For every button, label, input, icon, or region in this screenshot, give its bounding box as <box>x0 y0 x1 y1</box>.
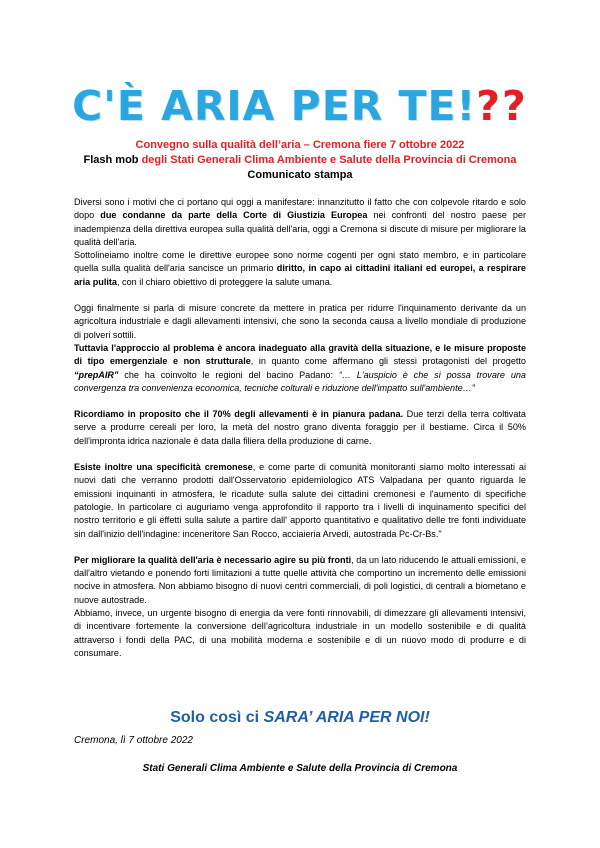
header-flashmob-line <box>0 152 600 168</box>
p1-text-a: Diversi sono i motivi che ci portano qui oggi a manifestare: innanzitutto il fatto che con colpevole ritardo e solo dopo <box>74 197 526 221</box>
paragraph-1 <box>74 196 526 249</box>
p4-bold: Tuttavia l'approccio al problema è ancora inadeguato alla gravità della situazione, e le misure proposte di tipo emergenziale e non strutturale <box>74 342 526 367</box>
paragraph-8: Abbiamo, invece, un urgente bisogno di energia da vere fonti rinnovabili, di dimezzare gli allevamenti intensivi, di incentivare fortemente la conversione dell’agricoltura industriale in un modello sostenibile e di qualità attraverso i fondi della PAC, di una mobilità moderna e sostenibile e di un nuovo modo di produrre e di consumare. <box>74 608 526 658</box>
p5-bold: Ricordiamo in proposito che il 70% degli allevamenti è in pianura padana. <box>74 409 404 420</box>
p7-text-b: , da un lato riducendo le attuali emissioni, e dall'altro vietando e ponendo forti limitazioni a tutte quelle attività che comportino un incremento delle emissioni nocive in atmosfera. Non abbiamo bisogno di nuovi centri commerciali, di poli logistici, di centrali a biometano e nuove autostrade. <box>74 554 527 605</box>
header-organization: degli Stati Generali Clima Ambiente e Salute della Provincia di Cremona <box>141 154 517 166</box>
paragraph-4 <box>74 342 526 395</box>
p7-bold: Per migliorare la qualità dell'aria è necessario agire su più fronti <box>74 554 352 565</box>
paragraph-6 <box>74 461 526 541</box>
p2-text-c: , con il chiaro obiettivo di proteggere la salute umana. <box>116 276 333 287</box>
closing-slogan <box>0 709 600 727</box>
p2-text-a: Sottolineiamo inoltre come le direttive europee sono norme cogenti per ogni stato membro, e in particolare quella sulla qualità dell'aria sancisce un primario <box>74 250 526 274</box>
p5-text-b: Due terzi della terra coltivata serve a produrre cereali per loro, la metà del nostro grano diventa foraggio per il bestiame. Circa il 50% dell'impronta idrica nazionale è data dalla filiera della produzione di carne. <box>74 409 526 446</box>
paragraph-7 <box>74 554 526 607</box>
p6-text-b: , e come parte di comunità monitoranti siamo molto interessati ai nuovi dati che verranno prodotti dall'Osservatorio epidemiologico ATS Valpadana per quanto riguarda le emissioni inquinanti in atmosfera, le ricadute sulla salute dei cittadini cremonesi e l'aumento di specifiche patologie. In particolare ci auguriamo venga approfondito il rapporto tra i livelli di inquinamento specifici del nostro territorio e gli effetti sulla salute a partire dall' apporto quantitativo e qualitativo delle tre fonti individuate sin dall'inizio dell'indagine: inceneritore San Rocco, acciaieria Arvedi, autostrada Pc-Cr-Bs." <box>74 462 527 539</box>
closing-slogan-prefix: Solo così ci <box>170 709 264 726</box>
p4-text-d: che ha coinvolto le regioni del bacino Padano: <box>118 369 339 380</box>
p2-bold: diritto, in capo ai cittadini italiani ed europei, a respirare aria pulita <box>74 263 526 287</box>
signature-organization: Stati Generali Clima Ambiente e Salute della Provincia di Cremona <box>142 763 458 774</box>
body-text <box>74 196 526 660</box>
paragraph-2 <box>74 249 526 289</box>
paragraph-3: Oggi finalmente si parla di misure concrete da mettere in pratica per ridurre l'inquinamento derivante da un agricoltura industriale e dagli allevamenti intensivi, che sono la seconda causa a livello mondiale di produzione di polveri sottili. <box>74 303 526 340</box>
p4-quote: “… L'auspicio è che si possa trovare una convergenza tra convenienza economica, tecniche colturali e riduzione dell'impatto sull'ambiente…” <box>74 369 526 393</box>
header-flashmob-prefix: Flash mob <box>83 154 142 166</box>
p1-text-c: nei confronti del nostro paese per inadempienza della direttiva europea sulla qualità dell'aria, oggi a Cremona si discute di misure per migliorare la qualità dell'aria. <box>74 210 526 247</box>
p4-project-name: “prepAIR” <box>74 369 119 380</box>
title-question-marks: ?? <box>476 82 528 130</box>
p1-bold: due condanne da parte della Corte di Giustizia Europea <box>100 210 368 221</box>
paragraph-5 <box>74 408 526 448</box>
title-main: C'È ARIA PER TE! <box>72 82 477 130</box>
signature-date: Cremona, lì 7 ottobre 2022 <box>74 735 193 746</box>
header-conference-line: Convegno sulla qualità dell’aria – Cremona fiere 7 ottobre 2022 <box>135 139 465 151</box>
header-press-release-label: Comunicato stampa <box>247 169 353 181</box>
page-title <box>0 82 600 130</box>
p6-bold: Esiste inoltre una specificità cremonese <box>74 462 253 473</box>
p4-text-b: , in quanto come affermano gli stessi protagonisti del progetto <box>250 356 526 367</box>
closing-slogan-emphasis: SARA’ ARIA PER NOI! <box>263 709 430 726</box>
